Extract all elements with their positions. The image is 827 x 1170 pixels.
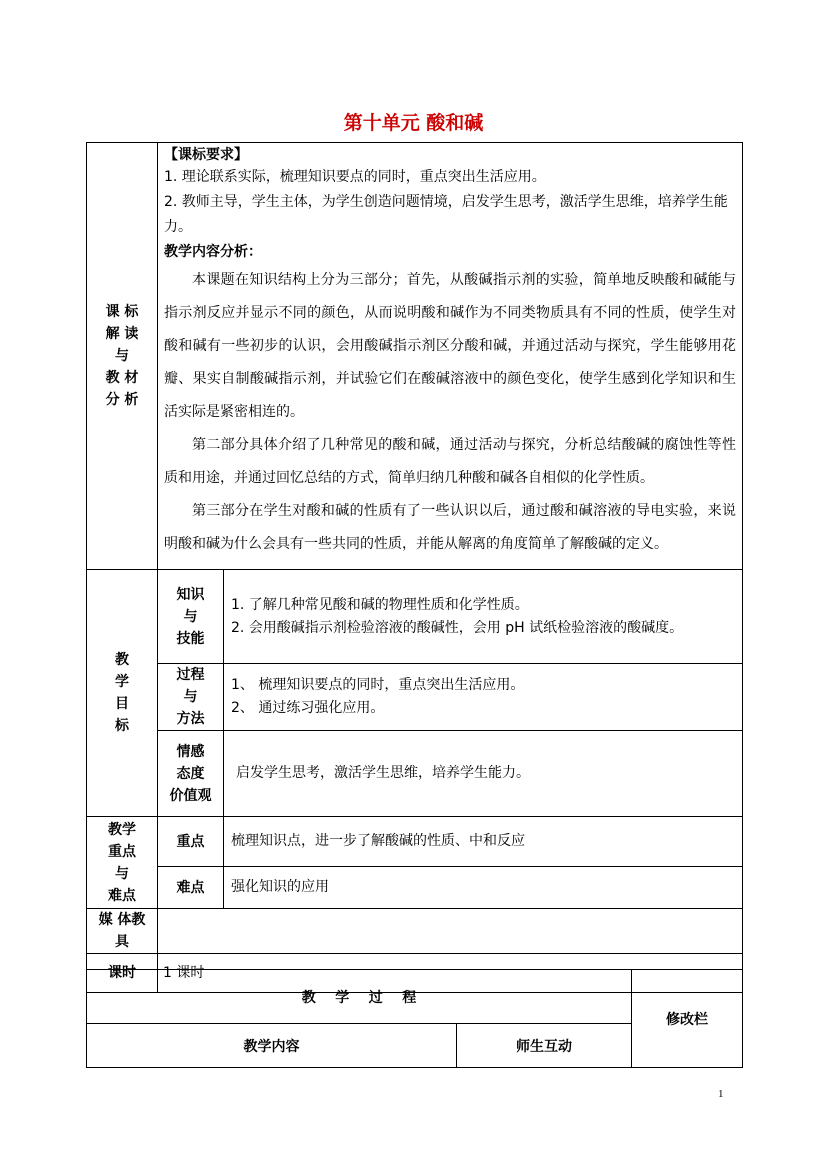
analysis-paragraph: 第二部分具体介绍了几种常见的酸和碱，通过活动与探究，分析总结酸碱的腐蚀性等性质和用途，并通过回忆总结的方式，简单归纳几种酸和碱各自相似的化学性质。 bbox=[164, 437, 736, 486]
standards-label bbox=[87, 143, 158, 570]
label-line: 课 标 bbox=[105, 304, 139, 320]
goal-item: 2、 通过练习强化应用。 bbox=[231, 700, 385, 716]
knowledge-row bbox=[87, 570, 743, 664]
label-line: 情感 bbox=[176, 743, 205, 760]
label-line: 分 析 bbox=[105, 392, 139, 408]
page-number: 1 bbox=[718, 1088, 724, 1100]
focus-label: 重点 bbox=[158, 817, 224, 867]
standards-content bbox=[158, 143, 743, 570]
label-line: 目 bbox=[115, 696, 129, 712]
emotion-content: 启发学生思考，激活学生思维，培养学生能力。 bbox=[224, 731, 743, 817]
process-label bbox=[158, 664, 224, 731]
label-line: 教学 bbox=[108, 821, 136, 838]
difficulty-content: 强化知识的应用 bbox=[224, 867, 743, 909]
label-line: 学 bbox=[115, 674, 129, 690]
process-row bbox=[87, 664, 743, 731]
label-line: 过程 bbox=[176, 667, 205, 683]
label-line: 媒 体教 bbox=[98, 912, 146, 928]
hours-content: 1 课时 bbox=[158, 954, 743, 993]
lesson-plan-table bbox=[86, 142, 743, 993]
analysis-paragraph: 本课题在知识结构上分为三部分；首先，从酸碱指示剂的实验，简单地反映酸和碱能与指示剂反应并显示不同的颜色，从而说明酸和碱作为不同类物质具有不同的性质，使学生对酸和碱有一些初步的认识，会用酸碱指示剂区分酸和碱，并通过活动与探究，学生能够用花瓣、果实自制酸碱指示剂，并试验它们在酸碱溶液中的颜色变化，使学生感到化学知识和生活实际是紧密相连的。 bbox=[164, 272, 736, 420]
focus-content: 梳理知识点，进一步了解酸碱的性质、中和反应 bbox=[224, 817, 743, 867]
label-line: 重点 bbox=[108, 843, 136, 860]
requirements-heading: 【课标要求】 bbox=[164, 147, 248, 163]
goals-label bbox=[87, 570, 158, 817]
hours-label: 课时 bbox=[87, 954, 158, 993]
emotion-label bbox=[158, 731, 224, 817]
process-heading: 教 学 过 程 bbox=[87, 970, 632, 1024]
media-content bbox=[158, 909, 743, 954]
label-line: 教 bbox=[115, 652, 129, 668]
difficulty-row bbox=[87, 867, 743, 909]
label-line: 方法 bbox=[176, 711, 205, 727]
difficulty-label: 难点 bbox=[158, 867, 224, 909]
label-line: 技能 bbox=[176, 630, 205, 647]
revision-column: 修改栏 bbox=[632, 970, 743, 1068]
knowledge-content bbox=[224, 570, 743, 664]
label-line: 与 bbox=[183, 608, 198, 625]
media-row bbox=[87, 909, 743, 954]
label-line: 标 bbox=[115, 718, 129, 734]
goal-item: 1、 梳理知识要点的同时，重点突出生活应用。 bbox=[231, 677, 525, 693]
standards-row bbox=[87, 143, 743, 570]
label-line: 与 bbox=[115, 865, 129, 882]
requirement-item: 1. 理论联系实际，梳理知识要点的同时，重点突出生活应用。 bbox=[164, 169, 546, 185]
knowledge-label bbox=[158, 570, 224, 664]
goal-item: 1. 了解几种常见酸和碱的物理性质和化学性质。 bbox=[231, 596, 529, 613]
media-label bbox=[87, 909, 158, 954]
label-line: 与 bbox=[183, 689, 198, 705]
requirement-item: 2. 教师主导，学生主体，为学生创造问题情境，启发学生思考，激活学生思维，培养学生能力。 bbox=[164, 194, 728, 235]
analysis-paragraph: 第三部分在学生对酸和碱的性质有了一些认识以后，通过酸和碱溶液的导电实验，来说明酸和碱为什么会具有一些共同的性质，并能从解离的角度简单了解酸碱的定义。 bbox=[164, 503, 736, 552]
interaction-column-header: 师生互动 bbox=[457, 1024, 632, 1068]
content-column-header: 教学内容 bbox=[87, 1024, 457, 1068]
process-table bbox=[86, 969, 743, 1068]
label-line: 具 bbox=[115, 934, 129, 950]
goal-item: 2. 会用酸碱指示剂检验溶液的酸碱性，会用 pH 试纸检验溶液的酸碱度。 bbox=[231, 619, 684, 636]
label-line: 解 读 bbox=[105, 326, 139, 342]
process-content bbox=[224, 664, 743, 731]
label-line: 价值观 bbox=[169, 787, 212, 804]
label-line: 态度 bbox=[176, 765, 205, 782]
key-points-label bbox=[87, 817, 158, 909]
label-line: 难点 bbox=[108, 887, 136, 904]
focus-row bbox=[87, 817, 743, 867]
label-line: 教 材 bbox=[105, 370, 139, 386]
emotion-row bbox=[87, 731, 743, 817]
page-title: 第十单元 酸和碱 bbox=[343, 112, 484, 134]
analysis-heading: 教学内容分析： bbox=[164, 244, 262, 260]
label-line: 知识 bbox=[176, 586, 205, 603]
process-heading-row bbox=[87, 970, 743, 1024]
label-line: 与 bbox=[115, 348, 129, 364]
